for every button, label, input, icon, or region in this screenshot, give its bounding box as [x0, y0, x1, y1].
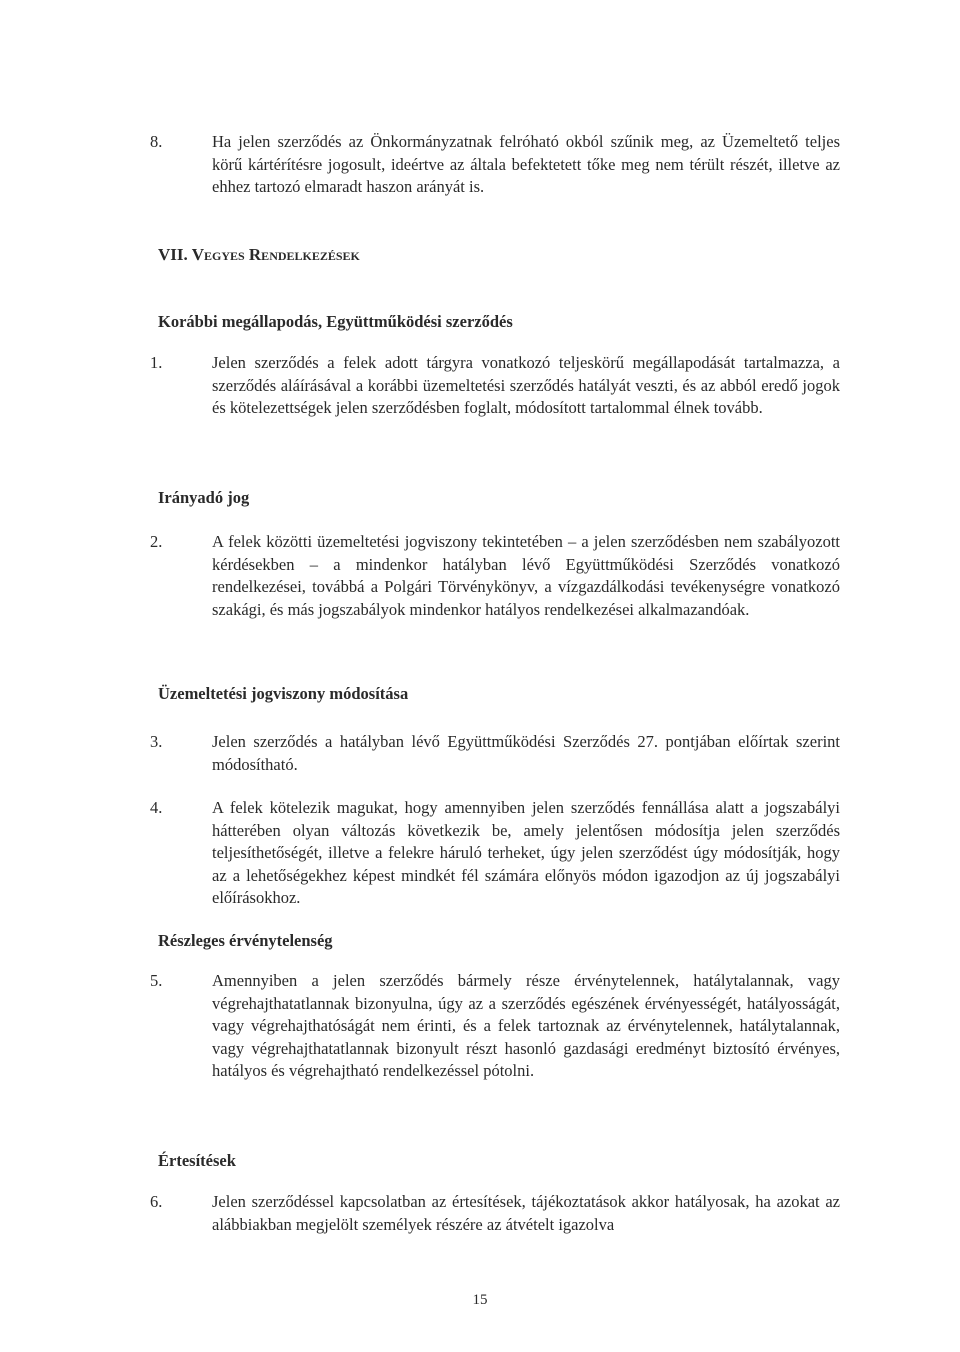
clause-3 [150, 731, 840, 776]
section-heading-korabbi: Korábbi megállapodás, Együttműködési szerződés [158, 312, 513, 331]
section-heading-iranyado: Irányadó jog [158, 488, 250, 507]
section-heading-reszleges: Részleges érvénytelenség [158, 931, 333, 950]
clause-text: Jelen szerződés a felek adott tárgyra vonatkozó teljeskörű megállapodását tartalmazza, a szerződés aláírásával a korábbi üzemeltetési szerződés hatályát veszti, és az abból eredő jogok és kötelezettségek jelen szerződésben foglalt, módosított tartalommal élnek tovább. [212, 353, 840, 417]
clause-text: Jelen szerződéssel kapcsolatban az értesítések, tájékoztatások akkor hatályosak, ha azokat az alábbiakban megjelölt személyek részére az átvételt igazolva [212, 1192, 840, 1234]
clause-8 [150, 131, 840, 199]
clause-text: A felek közötti üzemeltetési jogviszony tekintetében – a jelen szerződésben nem szabályozott kérdésekben – a mindenkor hatályban lévő Együttműködési Szerződés vonatkozó rendelkezései, továbbá a Polgári Törvénykönyv, a vízgazdálkodási tevékenységre vonatkozó szakági, és más jogszabályok mindenkor hatályos rendelkezései alkalmazandóak. [212, 532, 840, 619]
clause-text: A felek kötelezik magukat, hogy amennyiben jelen szerződés fennállása alatt a jogszabályi hátterében olyan változás következik be, amely jelentősen módosítja jelen szerződés teljesíthetőségét, illetve a felekre háruló terheket, úgy jelen szerződést úgy módosítják, hogy az a lehetőségekhez képest mindkét fél számára előnyös módon igazodjon az új jogszabályi előírásokhoz. [212, 798, 840, 907]
clause-number: 4. [150, 798, 163, 817]
clause-number: 2. [150, 532, 163, 551]
clause-4 [150, 797, 840, 910]
clause-number: 6. [150, 1192, 163, 1211]
clause-number: 8. [150, 132, 163, 151]
clause-2 [150, 531, 840, 621]
clause-number: 1. [150, 353, 163, 372]
clause-5 [150, 970, 840, 1083]
clause-text: Ha jelen szerződés az Önkormányzatnak felróható okból szűnik meg, az Üzemeltető teljes körű kártérítésre jogosult, ideértve az általa befektetett tőke meg nem térült részét, illetve az ehhez tartozó elmaradt haszon arányát is. [212, 132, 840, 196]
clause-1 [150, 352, 840, 420]
clause-text: Jelen szerződés a hatályban lévő Együttműködési Szerződés 27. pontjában előírtak szerint módosítható. [212, 732, 840, 774]
clause-number: 5. [150, 971, 163, 990]
clause-6 [150, 1191, 840, 1236]
chapter-heading: VII. Vegyes Rendelkezések [158, 245, 360, 264]
section-heading-modositas: Üzemeltetési jogviszony módosítása [158, 684, 409, 703]
page-number: 15 [472, 1292, 488, 1308]
clause-text: Amennyiben a jelen szerződés bármely része érvénytelennek, hatálytalannak, vagy végrehajthatatlannak bizonyulna, úgy az a szerződés egészének érvényességét, hatályosságát, vagy végrehajthatóságát nem érinti, és a felek tartoznak az érvénytelennek, hatálytalannak, vagy végrehajthatatlannak bizonyult részt hasonló gazdasági eredményt biztosító érvényes, hatályos és végrehajtható rendelkezéssel pótolni. [212, 971, 840, 1080]
section-heading-ertesitesek: Értesítések [158, 1151, 236, 1170]
clause-number: 3. [150, 732, 163, 751]
